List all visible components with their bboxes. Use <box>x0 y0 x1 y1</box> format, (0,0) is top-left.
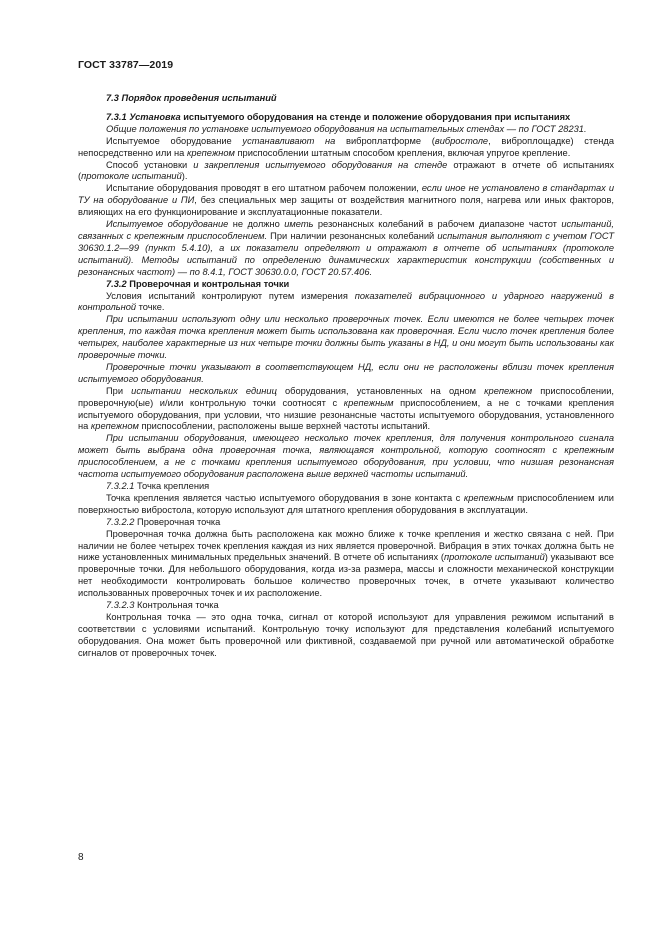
paragraph: Проверочная точка должна быть расположена как можно ближе к точке крепления и жестко связана с ней. При наличии не более четырех точек крепления каждая из них является проверочной. Вибрация в этих точках должна быть не ниже установленных минимальных предельных значений. В отчете об испытаниях (протоколе испытаний) указывают все проверочные точки. Для небольшого оборудования, когда из-за размера, массы и сложности механической конструкции нет необходимости контролировать большое количество проверочных точек, в отчете указывают количество использованных проверочных точек и их расположение. <box>78 528 614 599</box>
paragraph: Условия испытаний контролируют путем измерения показателей вибрационного и ударного нагружений в контрольной точке. <box>78 290 614 313</box>
document-header: ГОСТ 33787—2019 <box>78 59 174 71</box>
page-number: 8 <box>78 852 84 863</box>
paragraph: Испытуемое оборудование не должно иметь резонансных колебаний в рабочем диапазоне частот испытаний, связанных с крепежным приспособлением. При наличии резонансных колебаний испытания выполняют с учетом ГОСТ 30630.1.2—99 (пункт 5.4.10), а их показатели определяют и отражают в отчете об испытаниях (протоколе испытаний). Методы испытаний по определению динамических характеристик конструкции (собственных и резонансных частот) — по 8.4.1, ГОСТ 30630.0.0, ГОСТ 20.57.406. <box>78 219 614 277</box>
paragraph: Контрольная точка — это одна точка, сигнал от которой используют для управления режимом испытаний в соответствии с условиями испытаний. Контрольную точку используют для представления колебаний испытуемого оборудования. Она может быть проверочной или фиктивной, создаваемой при ручной или автоматической обработке сигналов от проверочных точек. <box>78 611 614 658</box>
subsection-7-3-2-title: 7.3.2 Проверочная и контрольная точки <box>106 278 290 289</box>
clause-7-3-2-2-title: 7.3.2.2 Проверочная точка <box>106 516 221 527</box>
section-title: 7.3 Порядок проведения испытаний <box>106 93 277 103</box>
clause-7-3-2-3-title: 7.3.2.3 Контрольная точка <box>106 600 219 611</box>
paragraph: Проверочные точки указывают в соответствующем НД, если они не расположены вблизи точек крепления испытуемого оборудования. <box>78 361 614 384</box>
paragraph: Точка крепления является частью испытуемого оборудования в зоне контакта с крепежным приспособлением или поверхностью вибростола, которую используют для штатного крепления оборудования в эксплуатации. <box>78 492 614 515</box>
paragraph: При испытании нескольких единиц оборудования, установленных на одном крепежном приспособлении, проверочную(ые) и/или контрольную точки соотносят с крепежным приспособлением, а не с точками крепления испытуемого оборудования, при условии, что низшие резонансные частоты испытуемого оборудования, установленного на крепежном приспособлении, расположены выше верхней частоты испытаний. <box>78 385 615 432</box>
document-body <box>78 93 614 660</box>
subsection-7-3-1-title: 7.3.1 Установка испытуемого оборудования на стенде и положение оборудования при испытаниях <box>106 111 571 122</box>
paragraph: При испытании используют одну или несколько проверочных точек. Если имеются не более четырех точек крепления, то каждая точка крепления может быть использована как проверочная. Если число точек крепления более четырех, наиболее характерные из них четыре точки должны быть указаны в НД, и они могут быть использованы как проверочные точки. <box>78 314 614 361</box>
paragraph: Испытание оборудования проводят в его штатном рабочем положении, если иное не установлено в стандартах и ТУ на оборудование и ПИ, без специальных мер защиты от воздействия магнитного поля, нагрева или иных факторов, влияющих на его функционирование и эксплуатационные показатели. <box>78 183 614 218</box>
clause-7-3-2-1-title: 7.3.2.1 Точка крепления <box>106 481 210 491</box>
paragraph: Способ установки и закрепления испытуемого оборудования на стенде отражают в отчете об испытаниях (протоколе испытаний). <box>78 159 615 182</box>
paragraph: При испытании оборудования, имеющего несколько точек крепления, для получения контрольного сигнала может быть выбрана одна проверочная точка, являющаяся контрольной, которую соотносят с крепежным приспособлением, а не с точками крепления испытуемого оборудования, при условии, что низшая резонансная частота испытуемого оборудования расположена выше верхней частоты испытаний. <box>78 433 614 480</box>
paragraph: Испытуемое оборудование устанавливают на виброплатформе (вибростоле, виброплощадке) стенда непосредственно или на крепежном приспособлении штатным способом крепления, включая упругое крепление. <box>78 135 614 158</box>
paragraph: Общие положения по установке испытуемого оборудования на испытательных стендах — по ГОСТ 28231. <box>106 123 587 134</box>
